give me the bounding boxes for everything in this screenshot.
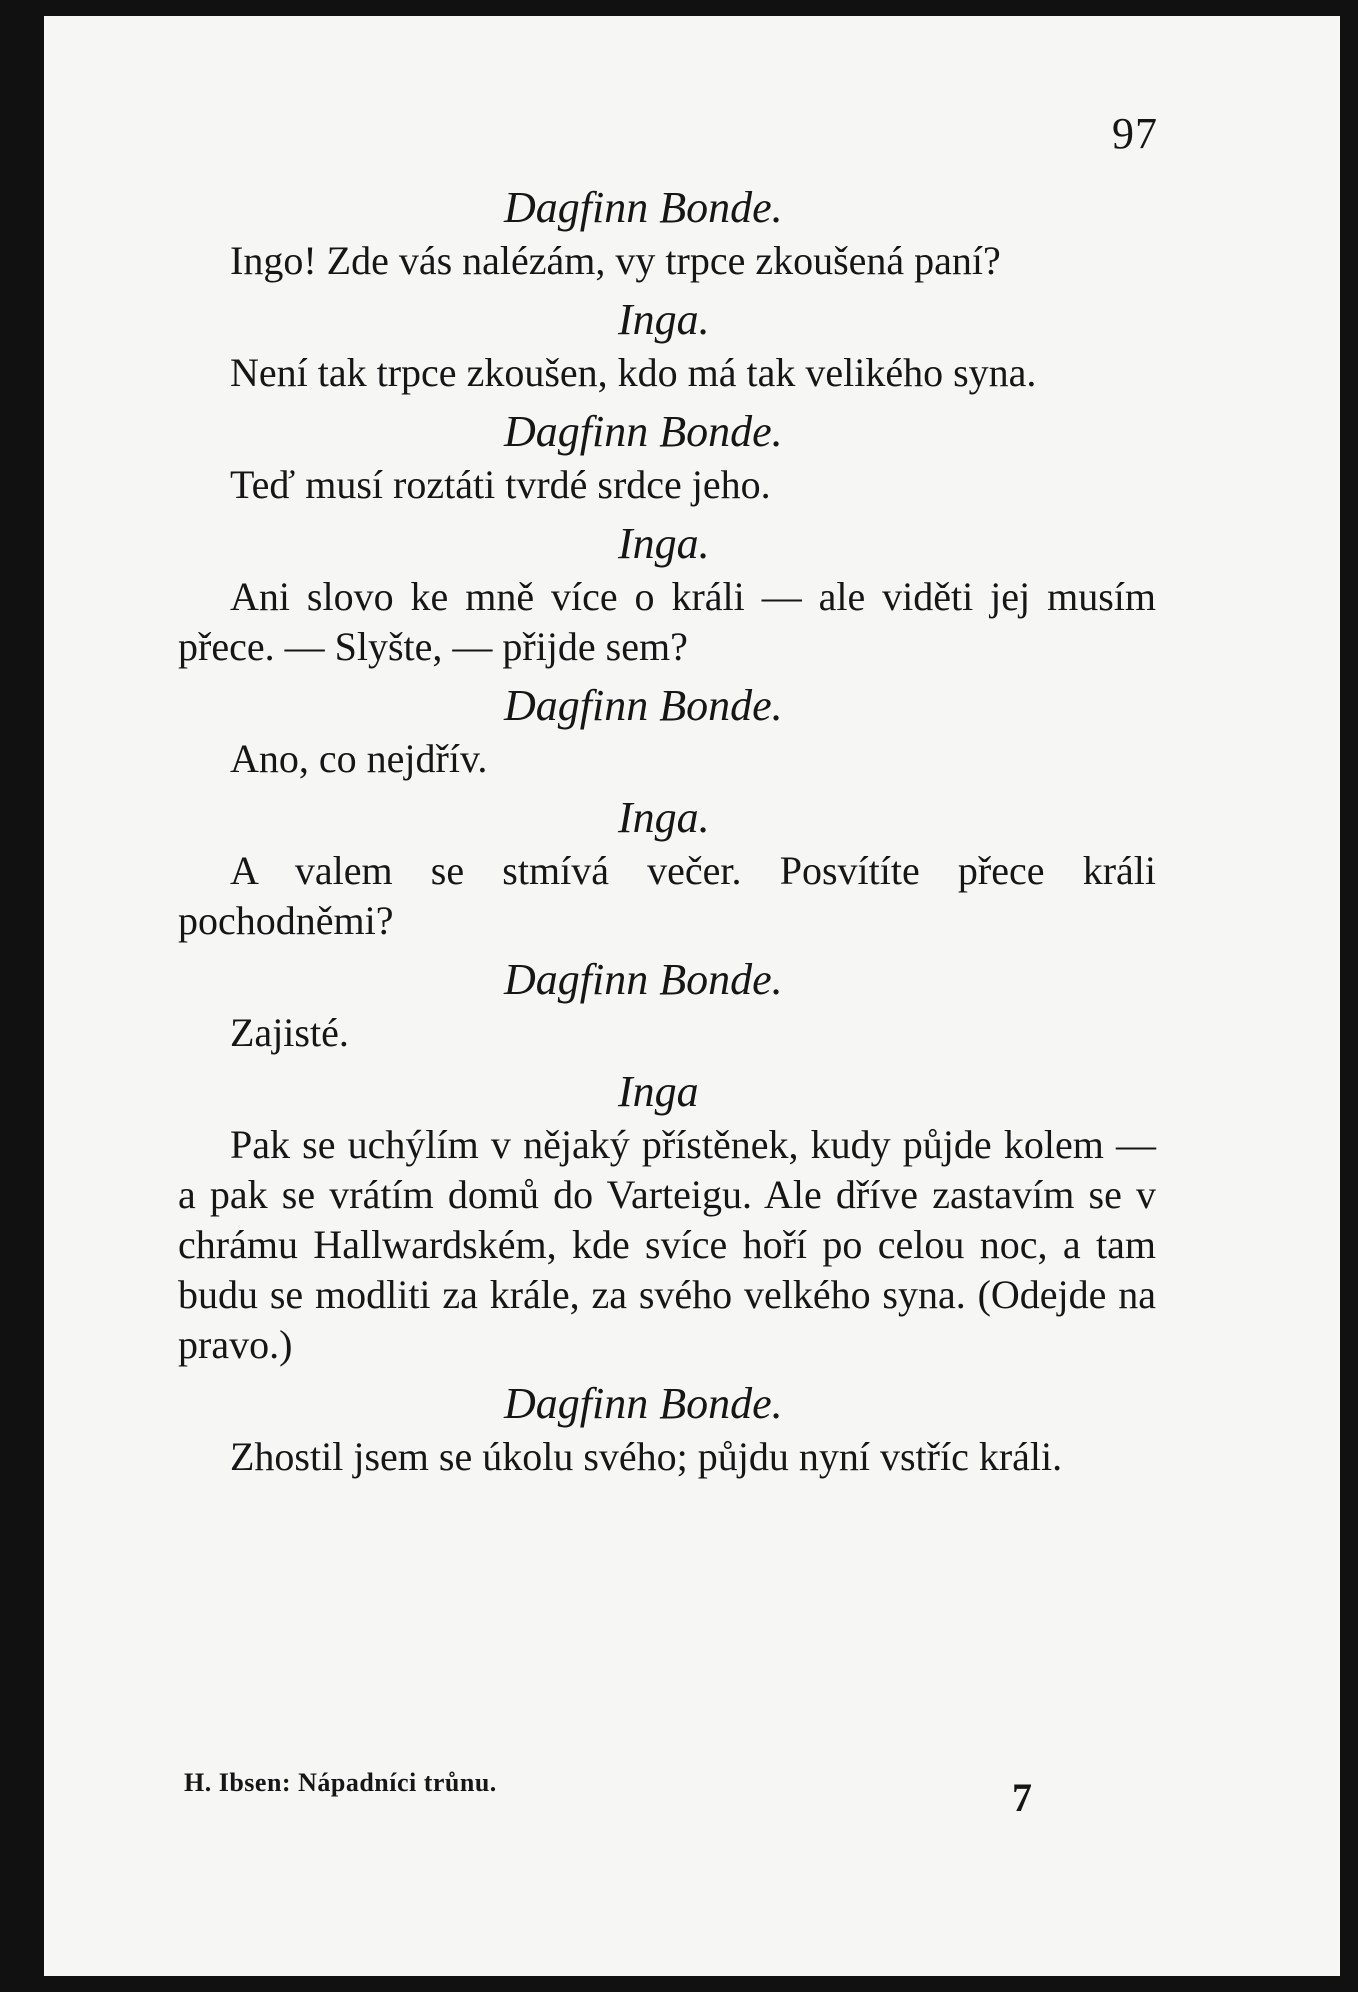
speaker-name: Dagfinn Bonde. <box>504 1379 783 1428</box>
speaker-name: Dagfinn Bonde. <box>504 407 783 456</box>
speaker-name: Dagfinn Bonde. <box>504 183 783 232</box>
speaker-name: Inga. <box>618 793 710 842</box>
signature-number: 7 <box>1012 1775 1032 1820</box>
speaker-name: Dagfinn Bonde. <box>504 955 783 1004</box>
speaker-name: Dagfinn Bonde. <box>504 681 783 730</box>
dialogue-body <box>178 182 1156 1482</box>
speech-line: Teď musí roztáti tvrdé srdce jeho. <box>230 462 771 507</box>
book-page <box>44 16 1340 1976</box>
speech-line: A valem se stmívá večer. Posvítíte přece králi pochodněmi? <box>178 848 1156 943</box>
speech-line: Ingo! Zde vás nalézám, vy trpce zkoušená paní? <box>230 238 1001 283</box>
speech-line: Zajisté. <box>230 1010 349 1055</box>
page-number: 97 <box>1112 109 1158 158</box>
speaker-name: Inga. <box>618 295 710 344</box>
speech-line: Ano, co nejdřív. <box>230 736 488 781</box>
speaker-name: Inga <box>618 1067 699 1116</box>
speech-line: Není tak trpce zkoušen, kdo má tak velikého syna. <box>230 350 1037 395</box>
speech-line: Pak se uchýlím v nějaký přístěnek, kudy půjde kolem — a pak se vrátím domů do Varteigu. Ale dříve zastavím se v chrámu Hallwardském, kde svíce hoří po celou noc, a tam budu se modliti za krále, za svého velkého syna. (Odejde na pravo.) <box>178 1122 1156 1367</box>
speech-line: Ani slovo ke mně více o králi — ale viděti jej musím přece. — Slyšte, — přijde sem? <box>178 574 1156 669</box>
printer-signature: H. Ibsen: Nápadníci trůnu. <box>184 1768 497 1797</box>
speaker-name: Inga. <box>618 519 710 568</box>
speech-line: Zhostil jsem se úkolu svého; půjdu nyní vstříc králi. <box>230 1434 1063 1479</box>
